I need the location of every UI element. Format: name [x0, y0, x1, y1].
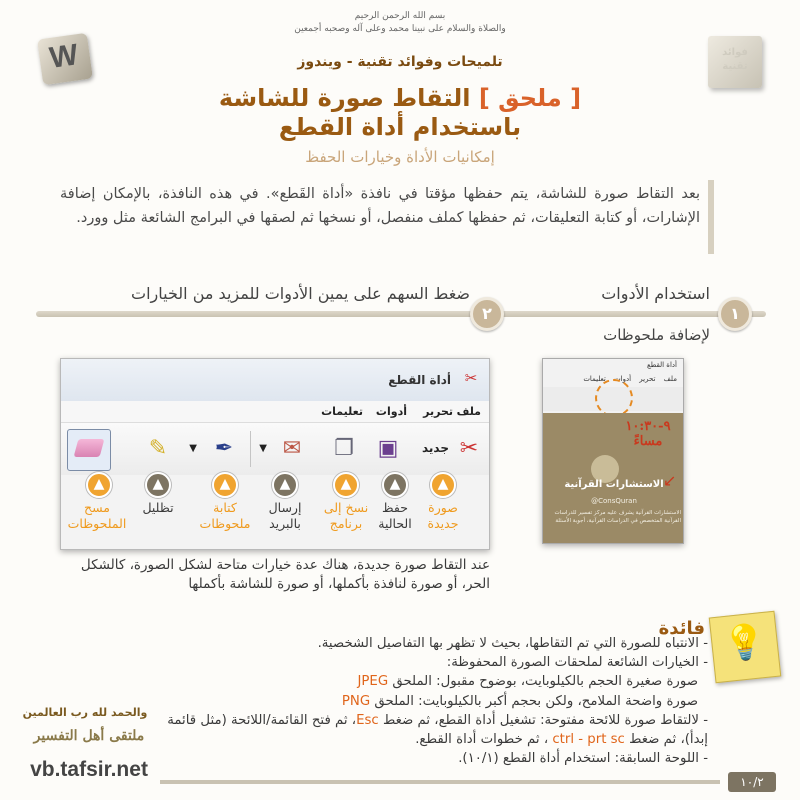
highlighter-icon[interactable]: ✎ — [148, 436, 168, 461]
page-subtitle: إمكانيات الأداة وخيارات الحفظ — [305, 148, 495, 166]
toolbar-separator — [250, 431, 251, 467]
tip-item-2: - الخيارات الشائعة لملحقات الصورة المحفوظة: — [446, 655, 708, 671]
main-title-line-1 — [150, 84, 650, 112]
small-snip-screenshot — [542, 358, 684, 544]
label-save-l1: حفظ — [382, 500, 408, 515]
cube-logo-icon — [708, 36, 762, 88]
label-save-l2: الحالية — [378, 516, 412, 531]
step-1-sublabel: لإضافة ملحوظات — [603, 326, 710, 344]
cube-logo-text: فوائد تقنية — [722, 47, 748, 72]
step-2-label: ضغط السهم على يمين الأدوات للمزيد من الخيارات — [131, 284, 470, 303]
menu-file[interactable]: ملف — [456, 405, 481, 418]
label-eraser-l1: مسح — [84, 500, 110, 515]
send-dropdown-arrow-icon[interactable]: ▼ — [259, 443, 267, 454]
label-eraser-l2: الملحوظات — [67, 516, 127, 531]
new-snip-scissors-icon[interactable]: ✂ — [459, 436, 479, 461]
small-banner-title: الاستشارات القرآنية — [564, 479, 664, 490]
eraser-button[interactable] — [67, 429, 111, 471]
tip-item-3-a: - لالتقاط صورة للائحة مفتوحة: تشغيل أداة القطع، ثم ضغط — [382, 712, 708, 728]
word-logo-icon — [37, 33, 93, 86]
tip-png-ext: PNG — [341, 693, 371, 709]
label-send-l2: بالبريد — [269, 516, 301, 531]
scissors-icon: ✂ — [464, 369, 478, 387]
intro-accent-bar — [708, 180, 714, 254]
step-1-badge: ١ — [718, 297, 752, 331]
tip-item-jpeg — [160, 672, 708, 691]
lightbulb-sticky-icon: 💡 — [709, 611, 782, 684]
small-menu-edit: تحرير — [639, 375, 656, 383]
title-line-1-text: التقاط صورة للشاشة — [218, 84, 471, 112]
label-pen-l2: ملحوظات — [199, 516, 251, 531]
label-pen-l1: كتابة — [213, 500, 237, 515]
small-menu-file: ملف — [663, 375, 677, 383]
highlighter-pointer: ▲ — [145, 472, 171, 498]
new-snip-pointer: ▲ — [430, 472, 456, 498]
step-2-badge: ٢ — [470, 297, 504, 331]
send-pointer: ▲ — [272, 472, 298, 498]
tip-esc-key: Esc — [356, 712, 379, 728]
label-new-snip-l2: جديدة — [427, 516, 459, 531]
small-window-title: أداة القطع — [647, 361, 677, 369]
tip-ctrl-prt-key: ctrl - prt sc — [552, 732, 625, 748]
small-banner-text: الاستشارات القرآنية يشرف عليه مركز تفسير للدراسات القرآنية المتخصص في الدراسات القرآنية، أجوبة الأسئلة — [554, 510, 681, 524]
label-send-l1: إرسال — [268, 500, 302, 515]
snip-titlebar — [61, 359, 489, 401]
menu-tools[interactable]: أدوات — [375, 405, 407, 418]
label-new-snip-l1: صورة — [428, 500, 458, 515]
eraser-icon — [74, 439, 105, 457]
tip-item-4: - اللوحة السابقة: استخدام أداة القطع (١٠/١). — [458, 751, 708, 767]
label-copy-l1: نسخ إلى — [323, 500, 369, 515]
steps-divider — [36, 311, 766, 317]
basmala — [250, 10, 550, 36]
tip-jpeg-text: صورة صغيرة الحجم بالكيلوبايت، بوضوح مقبول: الملحق — [392, 674, 698, 690]
salat-text: والصلاة والسلام على نبينا محمد وعلى آله وصحبه أجمعين — [294, 24, 506, 34]
label-copy — [315, 500, 377, 532]
menu-help[interactable]: تعليمات — [321, 405, 363, 418]
tip-item-3-c: ، ثم خطوات أداة القطع. — [415, 732, 549, 748]
basmala-text: بسم الله الرحمن الرحيم — [354, 11, 446, 21]
site-url[interactable]: vb.tafsir.net — [30, 758, 148, 781]
small-banner-handle: @ConsQuran — [591, 497, 637, 505]
small-menubar — [577, 375, 677, 383]
tip-jpeg-ext: JPEG — [357, 674, 389, 690]
main-title-line-2: باستخدام أداة القطع — [278, 113, 522, 141]
tip-item-png — [160, 692, 708, 711]
tip-list — [160, 634, 708, 768]
step-1-label: استخدام الأدوات — [601, 284, 710, 303]
pen-icon[interactable]: ✒ — [214, 436, 234, 461]
page-number-badge: ١٠/٢ — [728, 772, 776, 792]
word-logo-letter: W — [47, 38, 81, 75]
series-title: تلميحات وفوائد تقنية - ويندوز — [297, 54, 503, 70]
snip-caption: عند التقاط صورة جديدة، هناك عدة خيارات متاحة لشكل الصورة، كالشكل الحر، أو صورة لنافذة بأكملها، أو صورة للشاشة بأكملها — [80, 557, 490, 592]
tip-png-text: صورة واضحة الملامح، ولكن بحجم أكبر بالكيلوبايت: الملحق — [374, 693, 698, 709]
label-copy-l2: برنامج — [329, 516, 363, 531]
tip-title: فائدة — [658, 618, 705, 639]
save-pointer: ▲ — [382, 472, 408, 498]
label-pen — [194, 500, 256, 532]
snip-toolbar — [61, 423, 489, 475]
copy-pointer: ▲ — [333, 472, 359, 498]
site-logo: ملتقى أهل التفسير — [33, 728, 145, 744]
label-highlighter — [127, 500, 189, 516]
pen-dropdown-arrow-icon[interactable]: ▼ — [189, 443, 197, 454]
pen-pointer: ▲ — [212, 472, 238, 498]
intro-paragraph: بعد التقاط صورة للشاشة، يتم حفظها مؤقتا في نافذة «أداة القَطع». في هذه النافذة، بالإمكان إضافة الإشارات، أو كتابة التعليقات، ثم حفظها كملف منفصل، أو نسخها ثم لصقها في البرامج الشائعة مثل وورد. — [60, 186, 700, 226]
tip-item-1: - الانتباه للصورة التي تم التقاطها، بحيث لا تظهر بها التفاصيل الشخصية. — [317, 636, 708, 651]
send-email-icon[interactable]: ✉ — [282, 436, 302, 461]
handwritten-arrow-icon: ↙ — [663, 471, 677, 490]
tip-item-3 — [160, 711, 708, 749]
small-menu-tools: أدوات — [614, 375, 632, 383]
footer-divider — [160, 780, 720, 784]
snip-menubar — [61, 401, 489, 423]
handwritten-note: ٩-١٠:٣٠ مساءً — [625, 419, 671, 449]
new-button-label[interactable]: جديد — [421, 441, 449, 455]
pen-highlight-circle — [595, 379, 633, 417]
label-send — [254, 500, 316, 532]
menu-edit[interactable]: تحرير — [423, 405, 453, 418]
copy-icon[interactable]: ❐ — [334, 436, 354, 461]
small-menu-help: تعليمات — [583, 375, 606, 383]
title-prefix: [ ملحق ] — [478, 84, 582, 112]
closing-praise: والحمد لله رب العالمين — [22, 706, 148, 719]
snip-window-title: أداة القطع — [388, 373, 451, 387]
label-eraser — [66, 500, 128, 532]
save-icon[interactable]: ▣ — [377, 436, 399, 461]
label-highlighter-l1: تظليل — [142, 500, 174, 515]
eraser-pointer: ▲ — [86, 472, 112, 498]
tip-item-3-b: ، ثم فتح القائمة/اللائحة (مثل قائمة إبدأ)، ثم ضغط — [167, 712, 708, 748]
